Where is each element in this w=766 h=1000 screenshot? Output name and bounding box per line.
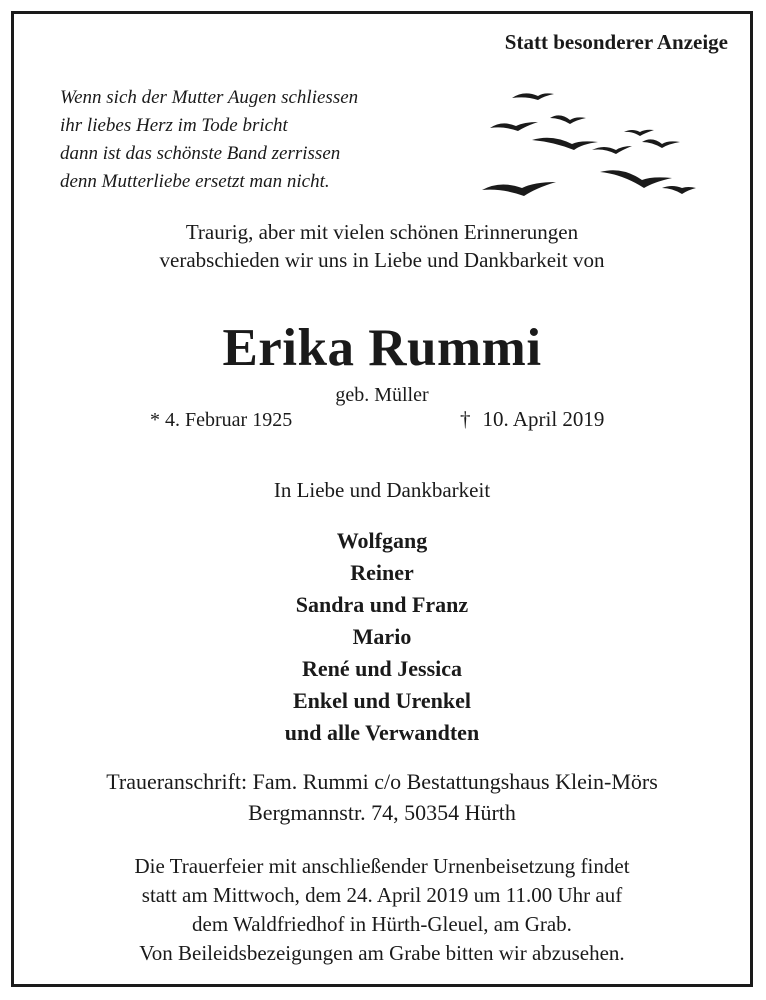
birth-date: * 4. Februar 1925 [150,409,293,431]
obituary-notice [11,11,753,987]
death-date: 10. April 2019 [482,407,605,431]
mourner-name: René und Jessica [301,656,463,681]
service-line: statt am Mittwoch, dem 24. April 2019 um 11.00 Uhr auf [141,883,623,907]
mourner-name: Enkel und Urenkel [292,688,472,713]
intro-text [14,218,750,274]
poem-line: dann ist das schönste Band zerrissen [60,143,341,164]
address-line: Bergmannstr. 74, 50354 Hürth [248,800,516,825]
mourner-name: und alle Verwandten [284,720,480,745]
mourner-name: Reiner [350,560,414,585]
cross-icon: † [460,407,471,431]
poem-line: Wenn sich der Mutter Augen schliessen [60,87,359,108]
maiden-name: geb. Müller [335,384,429,406]
death-date-block [460,407,604,432]
service-line: dem Waldfriedhof in Hürth-Gleuel, am Grab. [192,912,572,936]
address-line: Traueranschrift: Fam. Rummi c/o Bestattungshaus Klein-Mörs [106,769,658,794]
intro-line: verabschieden wir uns in Liebe und Dankbarkeit von [159,248,605,272]
poem-line: denn Mutterliebe ersetzt man nicht. [60,171,330,192]
mourner-name: Sandra und Franz [295,592,469,617]
notice-header: Statt besonderer Anzeige [504,30,728,54]
poem-line: ihr liebes Herz im Tode bricht [60,115,288,136]
closing-phrase: In Liebe und Dankbarkeit [273,478,491,502]
flying-birds-icon [482,80,696,204]
poem [60,84,358,196]
service-line: Von Beileidsbezeigungen am Grabe bitten wir abzusehen. [139,941,625,965]
service-line: Die Trauerfeier mit anschließender Urnenbeisetzung findet [134,854,630,878]
mourner-name: Mario [352,624,412,649]
mourner-name: Wolfgang [336,528,428,553]
intro-line: Traurig, aber mit vielen schönen Erinnerungen [185,220,579,244]
service-details [14,852,750,968]
mourners-list [14,525,750,749]
deceased-name: Erika Rummi [222,319,542,377]
mourning-address [14,766,750,828]
